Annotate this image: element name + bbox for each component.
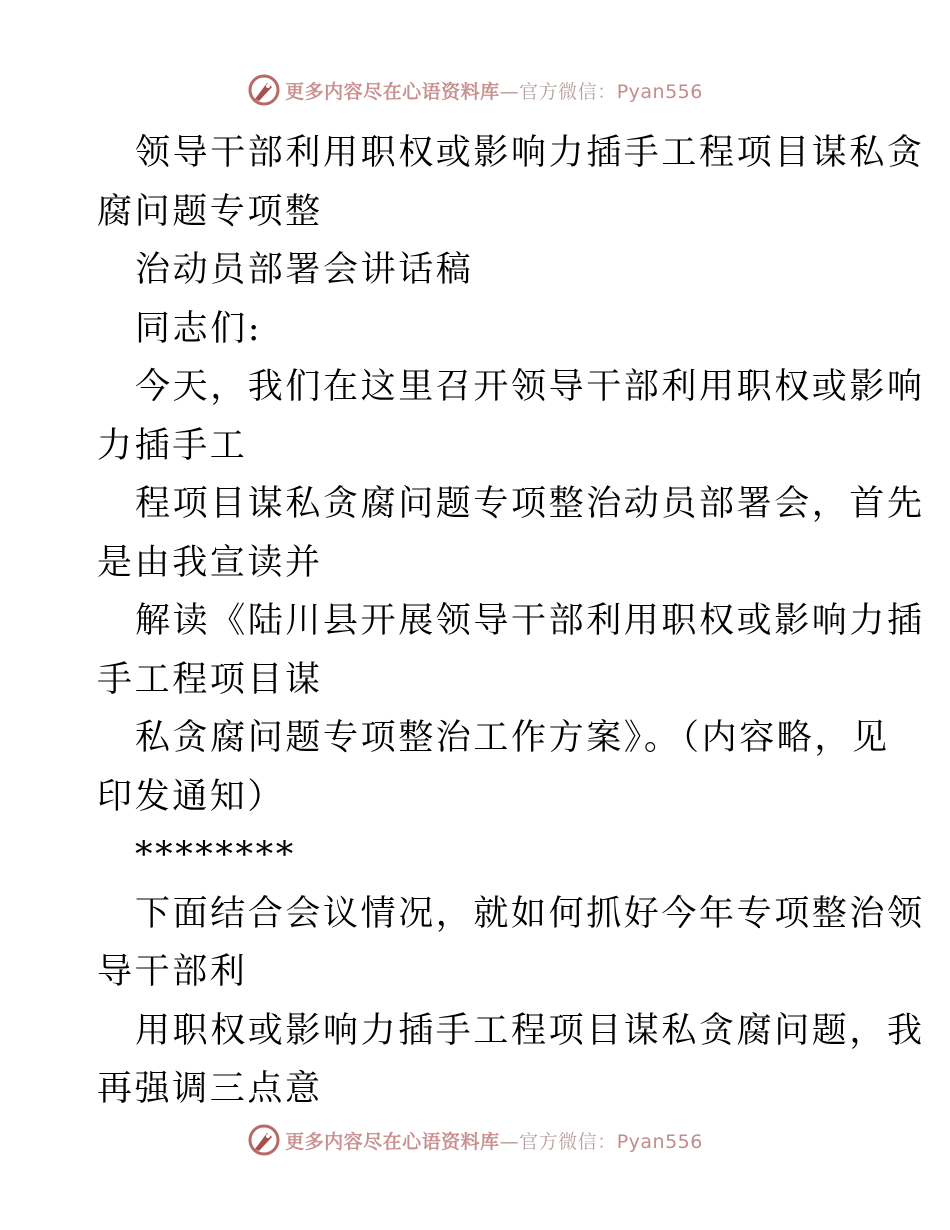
watermark-separator: — (499, 1130, 520, 1153)
text-line: 力插手工 (97, 425, 248, 466)
text-line: 再强调三点意 (97, 1069, 323, 1109)
text-line: 印发通知） (97, 776, 286, 817)
text-line: 程项目谋私贪腐问题专项整治动员部署会，首先 (135, 484, 925, 524)
text-line: 同志们: (135, 308, 263, 349)
text-line: 下面结合会议情况，就如何抓好今年专项整治领 (135, 893, 925, 934)
text-line: 是由我宣读并 (97, 542, 323, 583)
pen-nib-logo-icon (247, 1123, 281, 1157)
text-line: 腐问题专项整 (97, 191, 323, 232)
document-body (97, 124, 925, 1119)
watermark-wechat-label: 官方微信： (519, 80, 617, 103)
watermark-brand: 更多内容尽在心语资料库 (285, 1130, 500, 1153)
watermark-separator: — (499, 80, 520, 103)
text-line: 导干部利 (97, 952, 248, 992)
text-line: 用职权或影响力插手工程项目谋私贪腐问题，我 (135, 1010, 925, 1051)
watermark-brand: 更多内容尽在心语资料库 (285, 80, 500, 103)
pen-nib-logo-icon (247, 73, 281, 107)
text-line: 私贪腐问题专项整治工作方案》。（内容略，见 (135, 718, 890, 758)
watermark-wechat-id: Pyan556 (616, 1130, 703, 1153)
text-line: 领导干部利用职权或影响力插手工程项目谋私贪 (135, 133, 925, 173)
watermark-wechat-id: Pyan556 (616, 80, 703, 103)
text-line: 解读《陆川县开展领导干部利用职权或影响力插 (135, 601, 925, 641)
text-line: 治动员部署会讲话稿 (135, 250, 474, 290)
text-line: ******** (135, 835, 296, 875)
text-line: 手工程项目谋 (97, 659, 323, 700)
footer-watermark (0, 1120, 950, 1160)
watermark-wechat-label: 官方微信： (519, 1130, 617, 1153)
header-watermark (0, 70, 950, 110)
text-line: 今天，我们在这里召开领导干部利用职权或影响 (135, 367, 925, 407)
